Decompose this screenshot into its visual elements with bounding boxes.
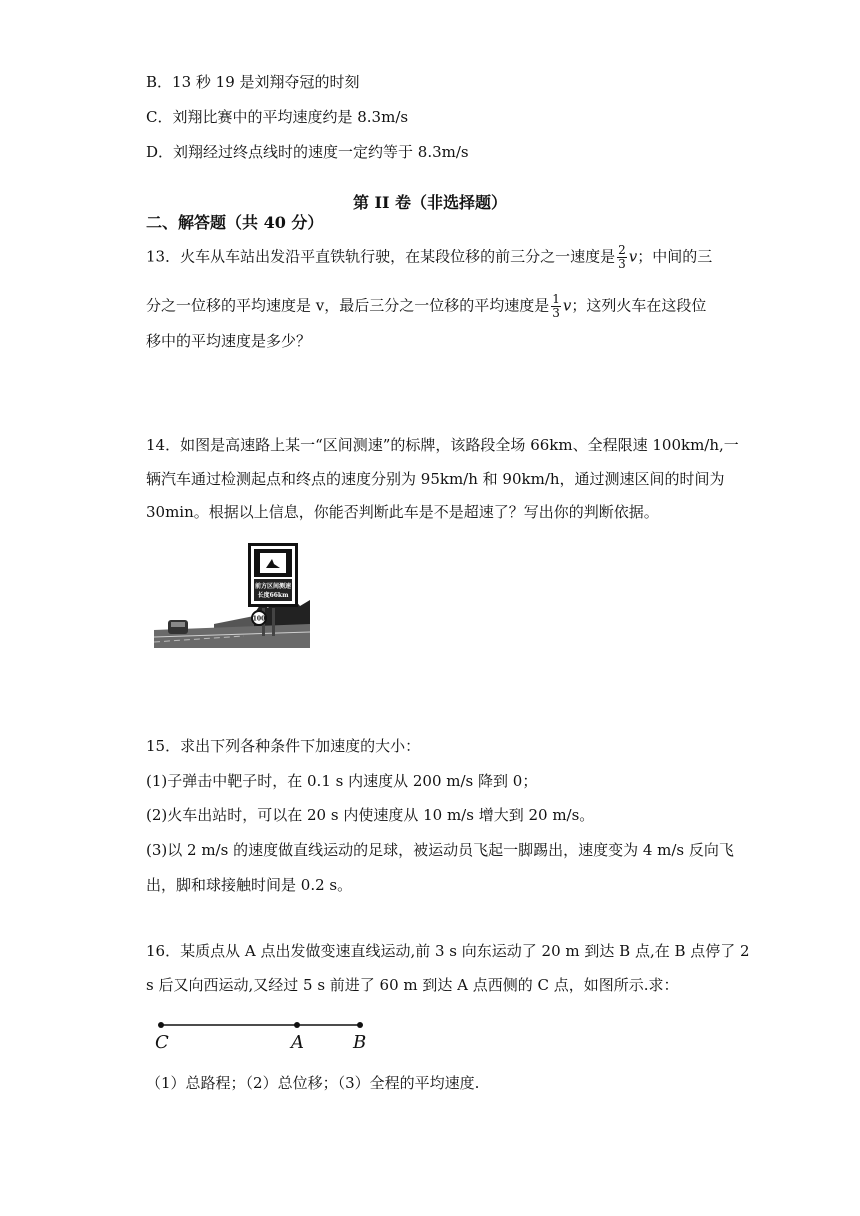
q14-line1: 14．如图是高速路上某一“区间测速”的标牌，该路段全场 66km、全程限速 100km/h,一 [146,436,739,454]
frac-numerator: 1 [552,292,560,306]
q15-line1: 15．求出下列各种条件下加速度的大小： [146,737,421,755]
q14-line3: 30min。根据以上信息，你能否判断此车是不是超速了？写出你的判断依据。 [146,503,659,521]
q16-line1: 16．某质点从 A 点出发做变速直线运动,前 3 s 向东运动了 20 m 到达 B 点,在 B 点停了 2 [146,942,750,960]
point-c-dot [158,1022,164,1028]
q16-line3: （1）总路程；（2）总位移；（3）全程的平均速度. [146,1074,480,1092]
option-b: B．13 秒 19 是刘翔夺冠的时刻 [146,73,360,91]
q13-line1 [146,244,712,271]
frac-denominator: 3 [618,257,626,271]
section-title: 第 II 卷（非选择题） [352,193,508,212]
q16-line2: s 后又向西运动,又经过 5 s 前进了 60 m 到达 A 点西侧的 C 点，如图所示.求： [146,976,679,994]
point-b-label: B [353,1032,367,1053]
speed-limit-text: 100 [252,615,266,623]
var-v: v [562,296,572,315]
frac-denominator: 3 [552,306,560,320]
part-heading: 二、解答题（共 40 分） [146,213,324,232]
point-b-dot [357,1022,363,1028]
q13-line2 [146,293,706,320]
sign-text-1: 前方区间测速 [254,583,292,590]
q13-text-a: 13．火车从车站出发沿平直铁轨行驶，在某段位移的前三分之一速度是 [146,247,616,266]
speed-check-sign-photo [154,542,310,648]
option-d: D．刘翔经过终点线时的速度一定约等于 8.3m/s [146,143,469,161]
point-c-label: C [155,1032,169,1053]
q13-text-b: ；中间的三 [637,247,713,266]
q15-line2: (1)子弹击中靶子时，在 0.1 s 内速度从 200 m/s 降到 0； [146,772,538,790]
option-c: C．刘翔比赛中的平均速度约是 8.3m/s [146,108,409,126]
q15-line3: (2)火车出站时，可以在 20 s 内使速度从 10 m/s 增大到 20 m/s。 [146,806,595,824]
point-a-label: A [291,1032,304,1053]
q13-text-d: ；这列火车在这段位 [571,296,707,315]
position-diagram [146,1010,386,1060]
var-v: v [628,247,638,266]
q13-frac-two-thirds [617,244,627,271]
q15-line4: (3)以 2 m/s 的速度做直线运动的足球，被运动员飞起一脚踢出，速度变为 4 m/s 反向飞 [146,841,734,859]
q13-frac-one-third [551,293,561,320]
q14-line2: 辆汽车通过检测起点和终点的速度分别为 95km/h 和 90km/h，通过测速区间的时间为 [146,470,725,488]
q13-line3: 移中的平均速度是多少？ [146,332,312,350]
point-a-dot [294,1022,300,1028]
q13-text-c: 分之一位移的平均速度是 v，最后三分之一位移的平均速度是 [146,296,550,315]
sign-text-2: 长度66km [257,592,289,599]
q15-line5: 出，脚和球接触时间是 0.2 s。 [146,876,353,894]
frac-numerator: 2 [618,243,626,257]
